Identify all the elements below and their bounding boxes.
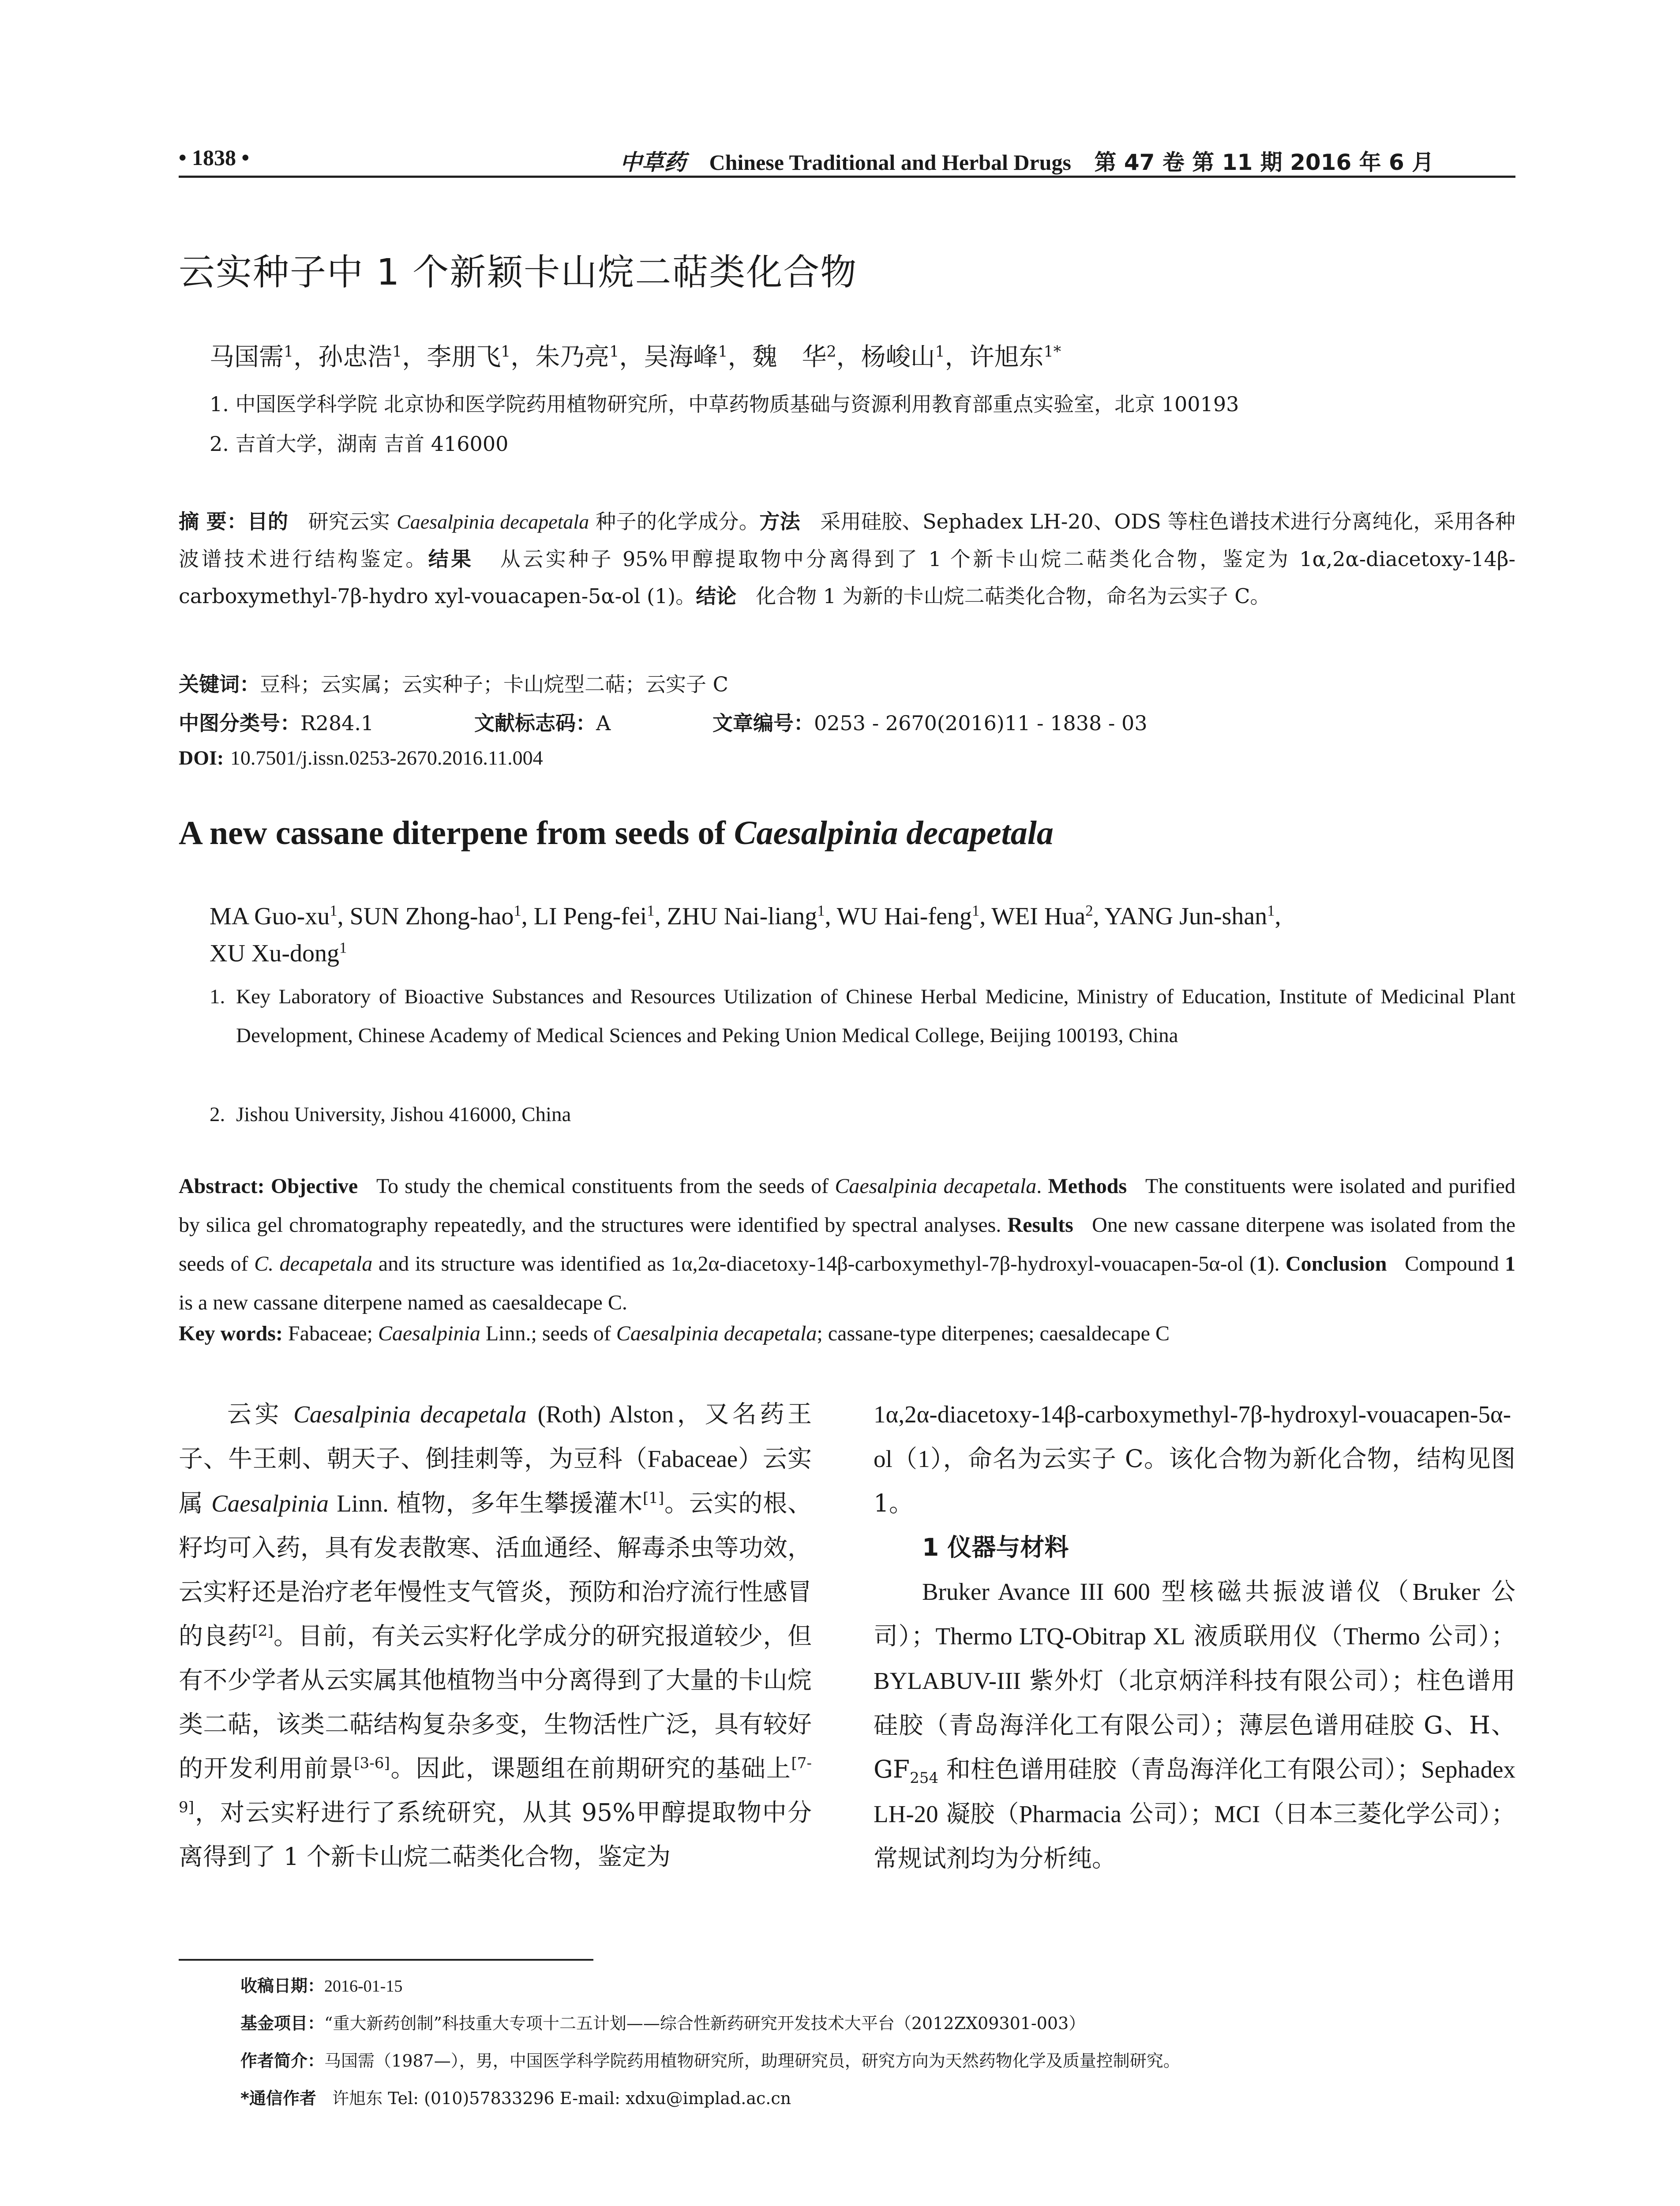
article-no-label: 文章编号： xyxy=(712,711,814,735)
en-keywords-label: Key words: xyxy=(179,1322,283,1345)
cn-conclusion-text: 化合物 1 为新的卡山烷二萜类化合物，命名为云实子 C。 xyxy=(756,584,1271,608)
en-title xyxy=(179,814,1054,852)
doc-code-label: 文献标志码： xyxy=(474,711,596,735)
footnote-corresponding xyxy=(240,2085,791,2109)
footnote-received xyxy=(240,1972,402,1996)
footnote-fund xyxy=(240,2010,1085,2034)
en-abstract xyxy=(179,1167,1515,1322)
footnote-rule xyxy=(179,1959,593,1961)
received-label: 收稿日期： xyxy=(240,1976,325,1996)
body-left-column xyxy=(179,1392,812,1879)
en-methods-label: Methods xyxy=(1048,1174,1127,1198)
en-authors: MA Guo-$xu^1$, SUN Zhong-hao$^1$, LI Peng-fei$^1$, ZHU Nai-liang$^1$, WU Hai-feng$^1$, WEI Hua$^2$, YANG Jun-shan$^1$, XU Xu-dong$^1$ xyxy=(210,902,1281,967)
cn-title: 云实种子中 1 个新颖卡山烷二萜类化合物 xyxy=(179,251,858,293)
cn-objective-text: 研究云实 Caesalpinia decapetala 种子的化学成分。 xyxy=(308,510,760,533)
en-title-species: Caesalpinia decapetala xyxy=(734,814,1054,852)
body-paragraph-instruments: Bruker Avance III 600 型核磁共振波谱仪（Bruker 公司）；Thermo LTQ-Obitrap XL 液质联用仪（Thermo 公司）；BYLABUV-III 紫外灯（北京炳洋科技有限公司）；柱色谱用硅胶（青岛海洋化工有限公司）；薄层色谱用硅胶 G、H、$GF_{254}$ 和柱色谱用硅胶（青岛海洋化工有限公司）；Sephadex LH-20 凝胶（Pharmacia 公司）；MCI（日本三菱化学公司）；常规试剂均为分析纯。 xyxy=(874,1577,1516,1872)
en-keywords-text: Fabaceae; Caesalpinia Linn.; seeds of Caesalpinia decapetala; cassane-type diterpenes; caesaldecape C xyxy=(288,1322,1170,1345)
fund-label: 基金项目： xyxy=(240,2014,325,2033)
cn-objective-label: 目的 xyxy=(247,510,289,533)
clc-value: R284.1 xyxy=(300,711,374,735)
en-abstract-label: Abstract: xyxy=(179,1174,265,1198)
cn-abstract-label: 摘 要： xyxy=(179,510,248,533)
cn-abstract xyxy=(179,503,1515,615)
author-bio-text: 马国需（1987—），男，中国医学科学院药用植物研究所，助理研究员，研究方向为天然药物化学及质量控制研究。 xyxy=(324,2051,1180,2071)
en-conclusion-label: Conclusion xyxy=(1286,1252,1387,1276)
en-affiliation-2: 2. Jishou University, Jishou 416000, China xyxy=(210,1095,1515,1134)
journal-name-en: Chinese Traditional and Herbal Drugs xyxy=(709,150,1071,175)
cn-keywords-label: 关键词： xyxy=(179,672,260,696)
page-number: • 1838 • xyxy=(179,145,250,170)
cn-affiliation-1: 1. 中国医学科学院 北京协和医学院药用植物研究所，中草药物质基础与资源利用教育部重点实验室，北京 100193 xyxy=(210,392,1239,416)
en-affiliation-2-text: Jishou University, Jishou 416000, China xyxy=(236,1103,571,1126)
issue-info: 第 47 卷 第 11 期 2016 年 6 月 xyxy=(1094,150,1434,175)
running-header xyxy=(179,140,1515,176)
cn-keywords xyxy=(179,668,728,698)
cn-results-text: 从云实种子 95%甲醇提取物中分离得到了 1 个新卡山烷二萜类化合物，鉴定为 1α,2α-diacetoxy-14β-carboxymethyl-7β-hydro xyl-vouacapen-5α-ol (1)。 xyxy=(179,547,1516,608)
journal-name-cn: 中草药 xyxy=(620,149,686,175)
article-no-value: 0253 - 2670(2016)11 - 1838 - 03 xyxy=(814,711,1148,735)
en-title-plain: A new cassane diterpene from seeds of xyxy=(179,814,734,852)
body-right-column xyxy=(874,1392,1515,1880)
header-rule xyxy=(179,176,1515,178)
cn-keywords-text: 豆科；云实属；云实种子；卡山烷型二萜；云实子 C xyxy=(260,672,728,696)
en-affiliation-1-text: Key Laboratory of Bioactive Substances and Resources Utilization of Chinese Herbal Medicine, Ministry of Education, Institute of Medicinal Plant Development, Chinese Academy of Medical Sciences and Peking Union Medical College, Beijing 100193, China xyxy=(236,985,1515,1047)
doi-link[interactable]: 10.7501/j.issn.0253-2670.2016.11.004 xyxy=(230,747,543,769)
en-affiliation-1: 1. Key Laboratory of Bioactive Substances and Resources Utilization of Chinese Herbal Medicine, Ministry of Education, Institute of Medicinal Plant Development, Chinese Academy of Medical Sciences and Peking Union Medical College, Beijing 100193, China xyxy=(210,977,1515,1055)
doi-label: DOI: xyxy=(179,747,224,769)
author-bio-label: 作者简介： xyxy=(240,2051,325,2071)
en-methods-text: The constituents were isolated and purified by silica gel chromatography repeatedly, and the structures were identified by spectral analyses. xyxy=(179,1174,1516,1237)
en-objective-text: To study the chemical constituents from the seeds of Caesalpinia decapetala. xyxy=(376,1174,1042,1198)
cn-methods-label: 方法 xyxy=(759,510,801,533)
body-paragraph-intro: 云实 Caesalpinia decapetala (Roth) Alston，又名药王子、牛王刺、朝天子、倒挂刺等，为豆科（Fabaceae）云实属 Caesalpinia Linn. 植物，多年生攀援灌木[1]。云实的根、籽均可入药，具有发表散寒、活血通经、解毒杀虫等功效，云实籽还是治疗老年慢性支气管炎，预防和治疗流行性感冒的良药[2]。目前，有关云实籽化学成分的研究报道较少，但有不少学者从云实属其他植物当中分离得到了大量的卡山烷类二萜，该类二萜结构复杂多变，生物活性广泛，具有较好的开发利用前景[3-6]。因此，课题组在前期研究的基础上[7-9]，对云实籽进行了系统研究，从其 95%甲醇提取物中分离得到了 1 个新卡山烷二萜类化合物，鉴定为 xyxy=(179,1400,812,1871)
section-heading-1: 1 仪器与材料 xyxy=(922,1533,1069,1561)
en-results-label: Results xyxy=(1007,1213,1073,1237)
received-date: 2016-01-15 xyxy=(324,1977,403,1996)
cn-affiliation-2: 2. 吉首大学，湖南 吉首 416000 xyxy=(210,432,509,456)
en-keywords xyxy=(179,1321,1515,1346)
en-objective-label: Objective xyxy=(270,1174,358,1198)
cn-results-label: 结果 xyxy=(428,547,474,571)
cn-classification xyxy=(179,707,1148,736)
doi-line xyxy=(179,746,543,769)
cn-methods-text: 采用硅胶、Sephadex LH-20、ODS 等柱色谱技术进行分离纯化，采用各种波谱技术进行结构鉴定。 xyxy=(179,510,1516,571)
corresponding-label: *通信作者 xyxy=(240,2089,316,2108)
cn-conclusion-label: 结论 xyxy=(696,584,737,608)
footnote-author xyxy=(240,2047,1180,2071)
en-conclusion-text: Compound 1 is a new cassane diterpene named as caesaldecape C. xyxy=(179,1252,1516,1314)
corresponding-contact[interactable]: 许旭东 Tel: (010)57833296 E-mail: xdxu@implad.ac.cn xyxy=(332,2089,791,2108)
clc-label: 中图分类号： xyxy=(179,711,300,735)
body-paragraph-compound: 1α,2α-diacetoxy-14β-carboxymethyl-7β-hydroxyl-vouacapen-5α-ol（1），命名为云实子 C。该化合物为新化合物，结构见图 1。 xyxy=(874,1401,1515,1517)
en-results-text: One new cassane diterpene was isolated from the seeds of C. decapetala and its structure was identified as 1α,2α-diacetoxy-14β-carboxymethyl-7β-hydroxyl-vouacapen-5α-ol (1). xyxy=(179,1213,1516,1276)
cn-authors: 马国需$^1$，孙忠浩$^1$，李朋飞$^1$，朱乃亮$^1$，吴海峰$^1$，魏 华$^2$，杨峻山$^1$，许旭东$^{1*}$ xyxy=(210,343,1061,371)
journal-line xyxy=(620,145,1434,176)
doc-code-value: A xyxy=(596,711,611,735)
fund-text: “重大新药创制”科技重大专项十二五计划——综合性新药研究开发技术大平台（2012ZX09301-003） xyxy=(324,2014,1086,2033)
